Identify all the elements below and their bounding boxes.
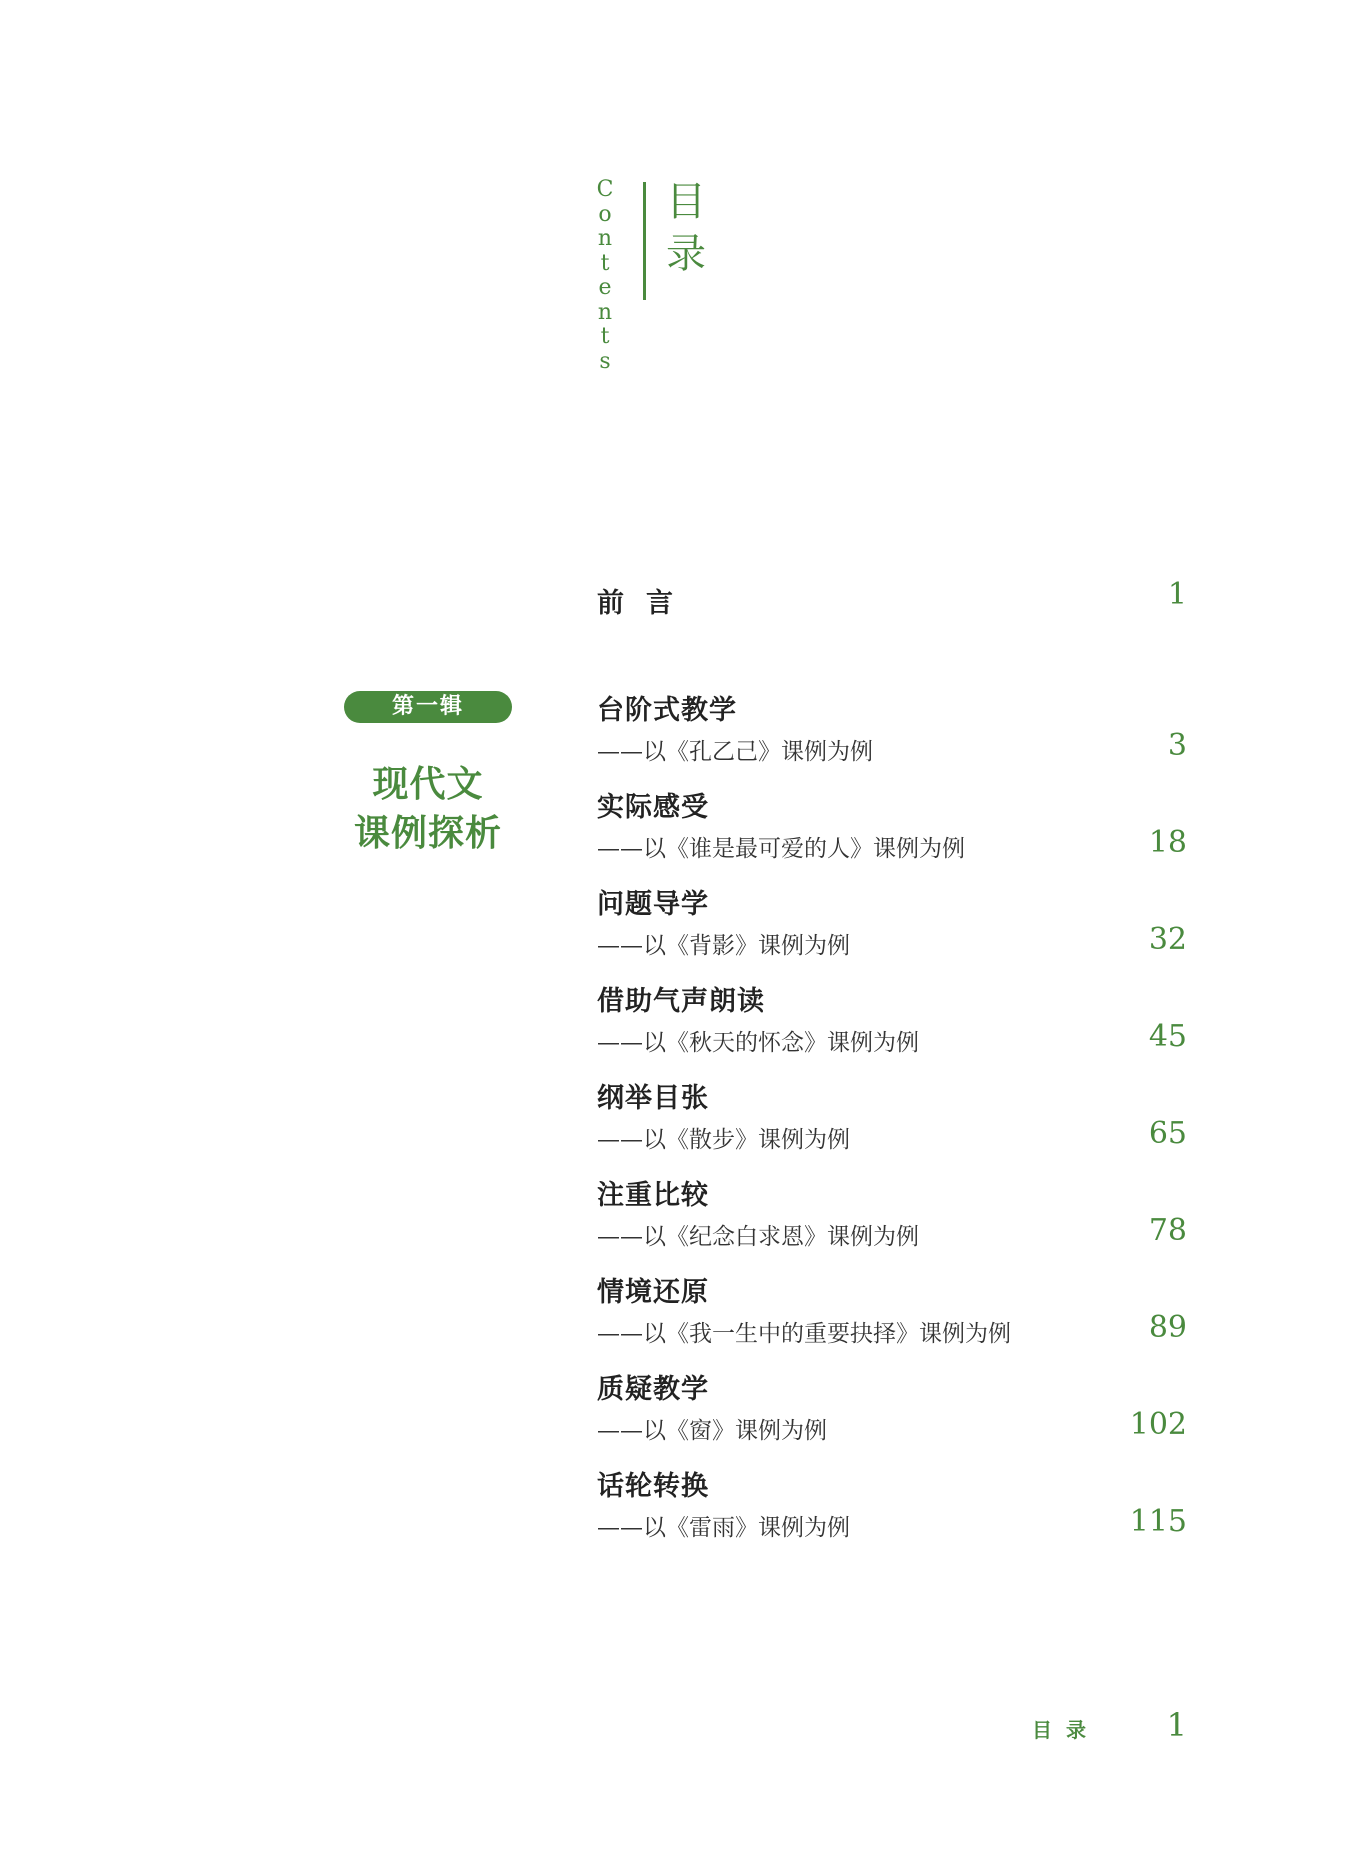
page-number: 1 — [1167, 577, 1187, 612]
page-number: 102 — [1129, 1407, 1187, 1442]
entry-title: 纲举目张 — [597, 1083, 709, 1114]
page-number: 32 — [1148, 922, 1187, 957]
section-title-line: 课例探析 — [353, 813, 502, 854]
entry-title: 情境还原 — [597, 1277, 709, 1308]
toc-entry[interactable] — [597, 783, 1187, 880]
toc-entry[interactable] — [597, 1171, 1187, 1268]
contents-letter: o — [598, 201, 612, 227]
entry-subtitle: ——以《雷雨》课例为例 — [597, 1515, 850, 1541]
entry-subtitle: ——以《背影》课例为例 — [597, 933, 850, 959]
entry-title: 借助气声朗读 — [597, 986, 765, 1017]
page-number: 3 — [1167, 728, 1187, 763]
page-number: 89 — [1148, 1310, 1187, 1345]
page-number: 78 — [1148, 1213, 1187, 1248]
footer-page-number: 1 — [1166, 1706, 1187, 1744]
entry-subtitle: ——以《纪念白求恩》课例为例 — [597, 1224, 919, 1250]
page-number: 115 — [1129, 1504, 1187, 1539]
entry-title: 实际感受 — [597, 792, 709, 823]
section-title — [330, 760, 526, 858]
entry-title: 问题导学 — [597, 889, 709, 920]
entry-title: 注重比较 — [597, 1180, 709, 1211]
entry-subtitle: ——以《我一生中的重要抉择》课例为例 — [597, 1321, 1011, 1347]
contents-letter: t — [600, 250, 610, 276]
page-number: 18 — [1148, 825, 1187, 860]
entry-title: 话轮转换 — [597, 1471, 709, 1502]
section-badge: 第一辑 — [344, 691, 512, 723]
contents-letter: n — [597, 226, 613, 251]
entry-subtitle: ——以《谁是最可爱的人》课例为例 — [597, 836, 965, 862]
page-title-char: 录 — [666, 231, 706, 277]
entry-subtitle: ——以《孔乙己》课例为例 — [597, 739, 873, 765]
entry-subtitle: ——以《窗》课例为例 — [597, 1418, 827, 1444]
contents-letter: n — [597, 299, 613, 325]
section-title-line: 现代文 — [372, 764, 484, 805]
contents-letter: t — [600, 324, 610, 349]
toc-entry-preface[interactable] — [597, 577, 1187, 617]
entry-title: 质疑教学 — [597, 1374, 709, 1405]
toc-entry[interactable] — [597, 1268, 1187, 1365]
toc-list — [597, 686, 1187, 1559]
toc-entry[interactable] — [597, 1074, 1187, 1171]
preface-label: 前言 — [597, 588, 695, 619]
contents-vertical-label — [592, 178, 618, 374]
toc-entry[interactable] — [597, 880, 1187, 977]
contents-letter: e — [598, 275, 612, 300]
toc-entry[interactable] — [597, 1462, 1187, 1559]
page-title-char: 目 — [666, 179, 706, 225]
entry-title: 台阶式教学 — [597, 695, 737, 726]
toc-entry[interactable] — [597, 1365, 1187, 1462]
page-number: 65 — [1148, 1116, 1187, 1151]
contents-letter: s — [599, 348, 611, 374]
contents-letter: C — [596, 177, 614, 202]
header-divider — [643, 182, 646, 300]
toc-entry[interactable] — [597, 977, 1187, 1074]
entry-subtitle: ——以《秋天的怀念》课例为例 — [597, 1030, 919, 1056]
footer-label: 目录 — [1032, 1718, 1100, 1742]
entry-subtitle: ——以《散步》课例为例 — [597, 1127, 850, 1153]
page-title — [664, 176, 708, 280]
toc-entry[interactable] — [597, 686, 1187, 783]
page-number: 45 — [1148, 1019, 1187, 1054]
